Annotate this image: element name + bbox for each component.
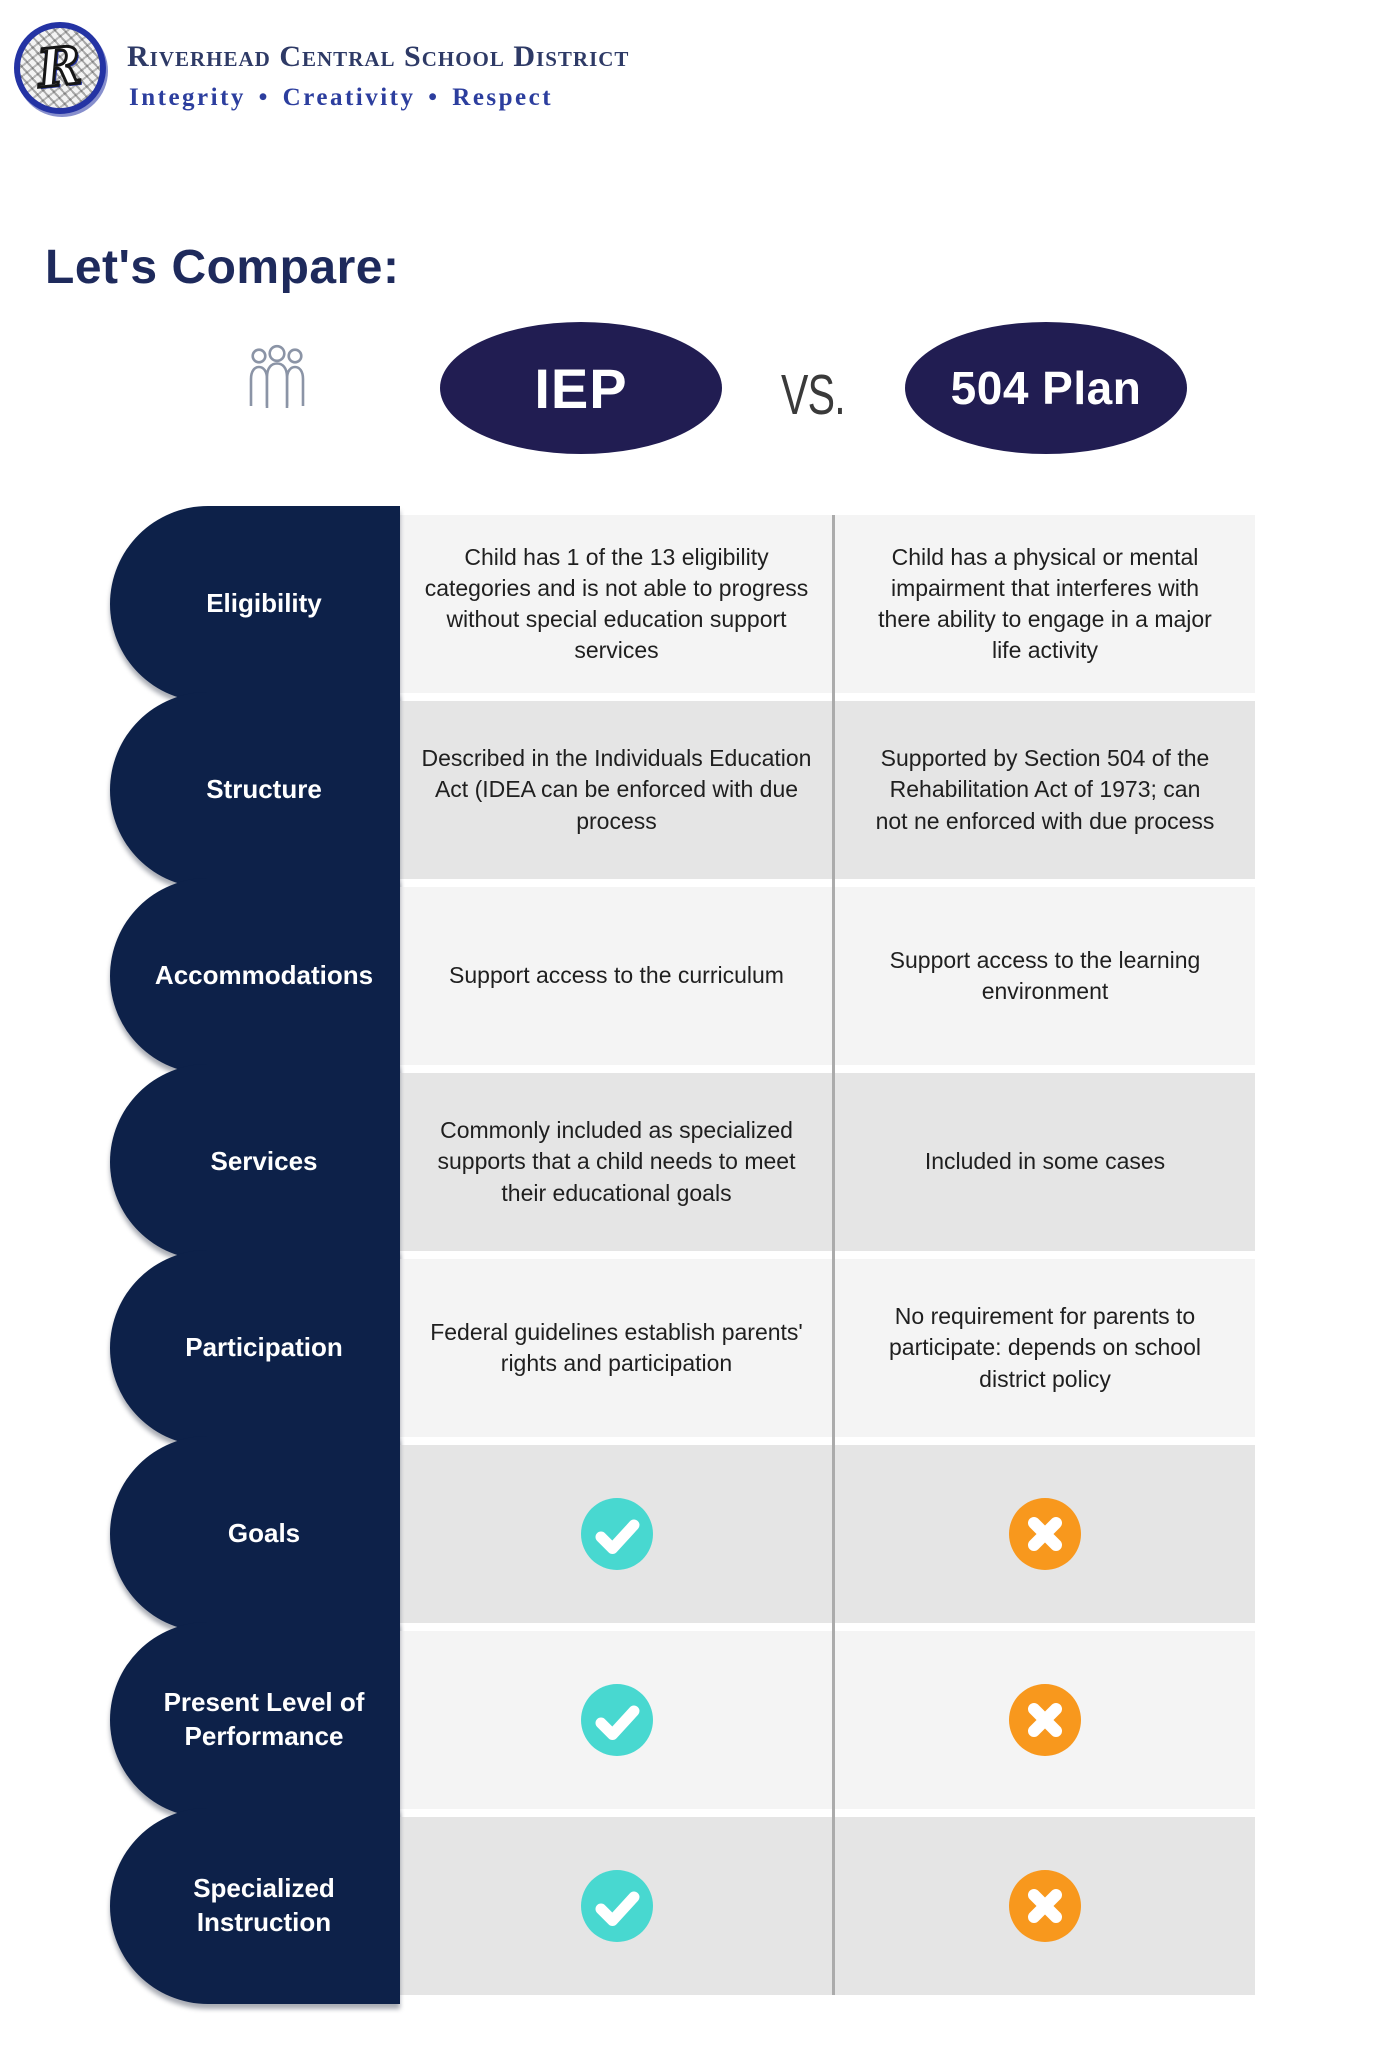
plan504-cell bbox=[835, 1817, 1255, 1995]
iep-cell: Child has 1 of the 13 eligibility categories and is not able to progress without special education support services bbox=[400, 515, 833, 693]
plan504-cell: Included in some cases bbox=[835, 1073, 1255, 1251]
iep-cell bbox=[400, 1445, 833, 1623]
row-label-pill bbox=[110, 506, 400, 702]
logo-r-letter: R bbox=[35, 34, 85, 101]
iep-cell: Federal guidelines establish parents' rights and participation bbox=[400, 1259, 833, 1437]
row-label-pill bbox=[110, 1808, 400, 2004]
district-tagline: Integrity • Creativity • Respect bbox=[129, 84, 554, 111]
check-icon bbox=[581, 1870, 653, 1942]
row-label: Specialized Instruction bbox=[193, 1873, 335, 1937]
plan504-cell: Support access to the learning environment bbox=[835, 887, 1255, 1065]
plan504-cell: Supported by Section 504 of the Rehabilitation Act of 1973; can not ne enforced with due process bbox=[835, 701, 1255, 879]
row-label: Accommodations bbox=[154, 960, 374, 991]
row-label-pill bbox=[110, 1250, 400, 1446]
district-name: Riverhead Central School District bbox=[127, 40, 630, 73]
row-label-pill bbox=[110, 1622, 400, 1818]
iep-oval bbox=[440, 322, 722, 454]
iep-cell bbox=[400, 1817, 833, 1995]
row-label: Services bbox=[210, 1146, 318, 1177]
people-group-icon bbox=[246, 342, 308, 408]
iep-cell: Commonly included as specialized supports that a child needs to meet their educational goals bbox=[400, 1073, 833, 1251]
plan504-cell: Child has a physical or mental impairment that interferes with there ability to engage in a major life activity bbox=[835, 515, 1255, 693]
plan504-cell bbox=[835, 1445, 1255, 1623]
iep-cell: Described in the Individuals Education Act (IDEA can be enforced with due process bbox=[400, 701, 833, 879]
plan504-label: 504 Plan bbox=[950, 362, 1142, 414]
cross-icon bbox=[1009, 1870, 1081, 1942]
plan504-cell bbox=[835, 1631, 1255, 1809]
row-label: Present Level of Performance bbox=[163, 1687, 365, 1751]
vs-label: VS. bbox=[781, 363, 845, 427]
column-divider bbox=[832, 515, 835, 1995]
row-label-pill bbox=[110, 692, 400, 888]
row-label: Structure bbox=[206, 774, 322, 805]
row-label-pill bbox=[110, 1064, 400, 1260]
row-label: Participation bbox=[185, 1332, 343, 1363]
row-label-pill bbox=[110, 1436, 400, 1632]
row-label-pill bbox=[110, 878, 400, 1074]
cross-icon bbox=[1009, 1684, 1081, 1756]
check-icon bbox=[581, 1684, 653, 1756]
check-icon bbox=[581, 1498, 653, 1570]
plan504-cell: No requirement for parents to participate: depends on school district policy bbox=[835, 1259, 1255, 1437]
page-title: Let's Compare: bbox=[45, 241, 400, 294]
district-logo bbox=[14, 22, 106, 114]
row-label: Eligibility bbox=[206, 588, 322, 619]
iep-cell bbox=[400, 1631, 833, 1809]
plan504-oval bbox=[905, 322, 1187, 454]
row-label: Goals bbox=[227, 1518, 301, 1549]
cross-icon bbox=[1009, 1498, 1081, 1570]
iep-cell: Support access to the curriculum bbox=[400, 887, 833, 1065]
iep-label: IEP bbox=[534, 356, 628, 420]
